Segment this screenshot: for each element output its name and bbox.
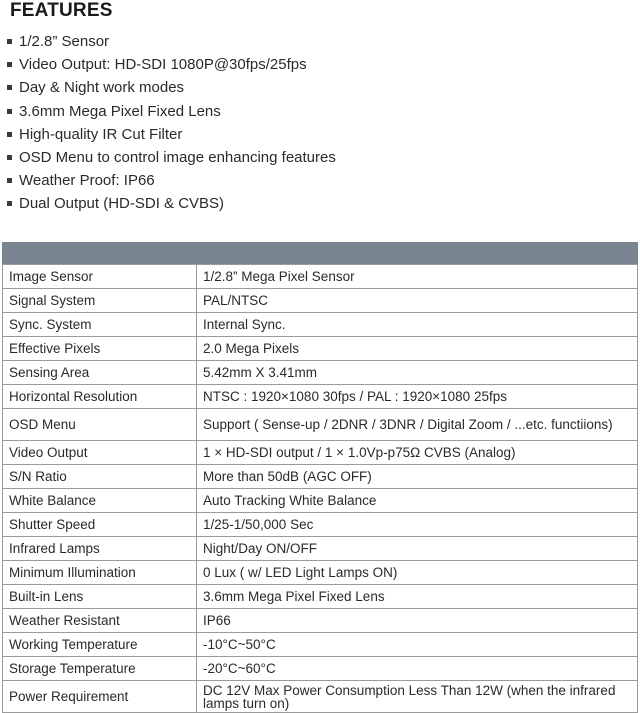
- square-bullet-icon: [7, 85, 12, 90]
- spec-label: Infrared Lamps: [3, 537, 197, 561]
- feature-item: [0, 123, 336, 146]
- spec-label: OSD Menu: [3, 409, 197, 441]
- spec-value: Auto Tracking White Balance: [197, 489, 638, 513]
- square-bullet-icon: [7, 201, 12, 206]
- spec-value: Internal Sync.: [197, 313, 638, 337]
- spec-label: Sensing Area: [3, 361, 197, 385]
- spec-value: 1/25-1/50,000 Sec: [197, 513, 638, 537]
- specifications-header-bar: [2, 242, 638, 264]
- table-row: [3, 409, 638, 441]
- spec-label: Signal System: [3, 289, 197, 313]
- spec-label: Horizontal Resolution: [3, 385, 197, 409]
- spec-label: Shutter Speed: [3, 513, 197, 537]
- square-bullet-icon: [7, 178, 12, 183]
- spec-label: Video Output: [3, 441, 197, 465]
- feature-item: [0, 146, 336, 169]
- spec-value: Support ( Sense-up / 2DNR / 3DNR / Digital Zoom / ...etc. functiions): [197, 409, 638, 441]
- table-row: [3, 337, 638, 361]
- spec-label: Storage Temperature: [3, 657, 197, 681]
- feature-text: OSD Menu to control image enhancing features: [19, 148, 336, 166]
- spec-label: White Balance: [3, 489, 197, 513]
- table-row: [3, 561, 638, 585]
- feature-text: Dual Output (HD-SDI & CVBS): [19, 195, 225, 213]
- square-bullet-icon: [7, 155, 12, 160]
- table-row: [3, 609, 638, 633]
- spec-value: PAL/NTSC: [197, 289, 638, 313]
- spec-label: Weather Resistant: [3, 609, 197, 633]
- feature-item: [0, 169, 336, 192]
- spec-value: NTSC : 1920×1080 30fps / PAL : 1920×1080 25fps: [197, 385, 638, 409]
- spec-label: Built-in Lens: [3, 585, 197, 609]
- spec-value: More than 50dB (AGC OFF): [197, 465, 638, 489]
- spec-label: Power Requirement: [3, 681, 197, 713]
- specifications-table: [2, 264, 638, 713]
- spec-value: IP66: [197, 609, 638, 633]
- table-row: [3, 289, 638, 313]
- spec-value: 0 Lux ( w/ LED Light Lamps ON): [197, 561, 638, 585]
- table-row: [3, 633, 638, 657]
- square-bullet-icon: [7, 132, 12, 137]
- features-title: FEATURES: [10, 0, 113, 21]
- table-row: [3, 465, 638, 489]
- spec-value: 5.42mm X 3.41mm: [197, 361, 638, 385]
- table-row: [3, 513, 638, 537]
- feature-item: [0, 192, 336, 215]
- spec-value: -10°C~50°C: [197, 633, 638, 657]
- features-list: [0, 30, 336, 216]
- feature-text: Weather Proof: IP66: [19, 172, 155, 190]
- spec-value: 1/2.8” Mega Pixel Sensor: [197, 265, 638, 289]
- table-row: [3, 657, 638, 681]
- spec-label: S/N Ratio: [3, 465, 197, 489]
- table-row: [3, 385, 638, 409]
- feature-text: 3.6mm Mega Pixel Fixed Lens: [19, 102, 221, 120]
- spec-value: 2.0 Mega Pixels: [197, 337, 638, 361]
- feature-item: [0, 100, 336, 123]
- table-row: [3, 441, 638, 465]
- spec-value: 1 × HD-SDI output / 1 × 1.0Vp-p75Ω CVBS (Analog): [197, 441, 638, 465]
- spec-label: Minimum Illumination: [3, 561, 197, 585]
- feature-item: [0, 76, 336, 99]
- spec-value: Night/Day ON/OFF: [197, 537, 638, 561]
- spec-label: Working Temperature: [3, 633, 197, 657]
- table-row: [3, 265, 638, 289]
- table-row: [3, 585, 638, 609]
- spec-label: Effective Pixels: [3, 337, 197, 361]
- spec-label: Sync. System: [3, 313, 197, 337]
- table-row: [3, 681, 638, 713]
- feature-item: [0, 30, 336, 53]
- spec-value: DC 12V Max Power Consumption Less Than 12W (when the infrared lamps turn on): [197, 681, 638, 713]
- square-bullet-icon: [7, 62, 12, 67]
- table-row: [3, 489, 638, 513]
- spec-value: -20°C~60°C: [197, 657, 638, 681]
- feature-text: Day & Night work modes: [19, 79, 185, 97]
- feature-text: Video Output: HD-SDI 1080P@30fps/25fps: [19, 56, 307, 74]
- spec-value: 3.6mm Mega Pixel Fixed Lens: [197, 585, 638, 609]
- feature-text: 1/2.8” Sensor: [19, 33, 110, 50]
- feature-item: [0, 53, 336, 76]
- table-row: [3, 537, 638, 561]
- square-bullet-icon: [7, 109, 12, 114]
- spec-label: Image Sensor: [3, 265, 197, 289]
- feature-text: High-quality IR Cut Filter: [19, 125, 183, 143]
- table-row: [3, 313, 638, 337]
- square-bullet-icon: [7, 39, 12, 44]
- table-row: [3, 361, 638, 385]
